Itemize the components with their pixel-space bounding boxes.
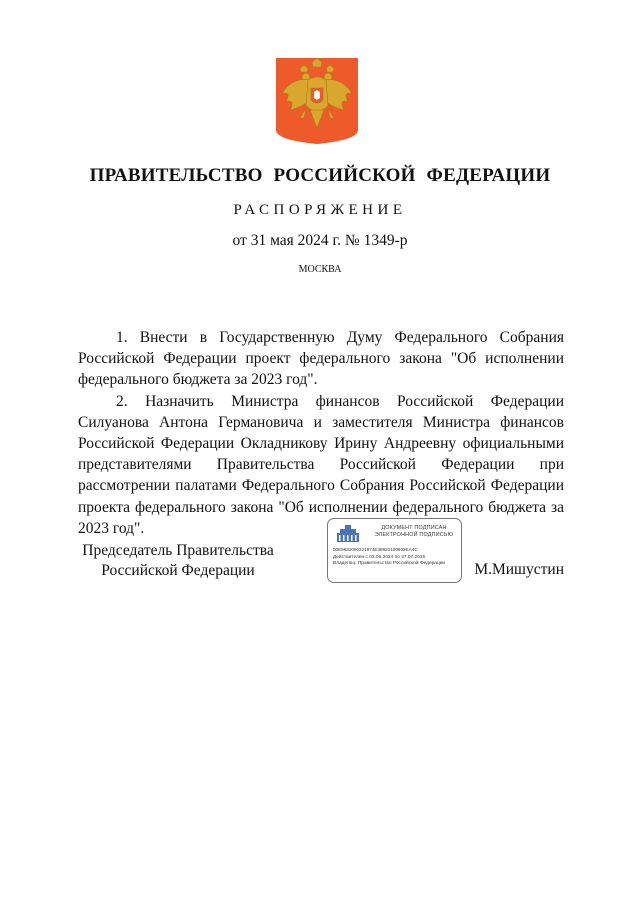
document-body [78,327,564,539]
paragraph-1: 1. Внести в Государственную Думу Федерального Собрания Российской Федерации проект федерального закона "Об исполнении федерального бюджета за 2023 год". [78,329,564,389]
stamp-heading [368,525,460,539]
document-city: МОСКВА [298,264,342,275]
signatory-name: М.Мишустин [474,561,564,578]
government-building-icon [336,525,360,543]
electronic-signature-stamp [327,518,462,583]
signatory-title-line-2: Российской Федерации [101,562,255,579]
coat-of-arms-icon [274,56,360,145]
signatory-title [70,541,286,581]
paragraph-2: 2. Назначить Министра финансов Российской Федерации Силуанова Антона Германовича и заместителя Министра финансов Российской Федерации Окладникову Ирину Андреевну официальными представителями Правительства Российской Федерации при рассмотрении палатами Федерального Собрания Российской Федерации проекта федерального закона "Об исполнении федерального бюджета за 2023 год". [78,392,564,537]
stamp-heading-line-2: ЭЛЕКТРОННОЙ ПОДПИСЬЮ [374,532,454,538]
stamp-owner: Владелец: Правительство Российской Федерации [333,561,446,566]
stamp-certificate-number: 00E9632080221974E38922100802EA4C [333,547,418,552]
government-title: ПРАВИТЕЛЬСТВО РОССИЙСКОЙ ФЕДЕРАЦИИ [89,165,551,186]
document-date-number: от 31 мая 2024 г. № 1349-р [232,232,408,249]
signatory-title-line-1: Председатель Правительства [82,542,274,559]
document-type: РАСПОРЯЖЕНИЕ [233,202,407,218]
stamp-heading-line-1: ДОКУМЕНТ ПОДПИСАН [381,525,447,531]
stamp-validity: Действителен с 03.05.2024 по 27.07.2025 [333,555,426,560]
